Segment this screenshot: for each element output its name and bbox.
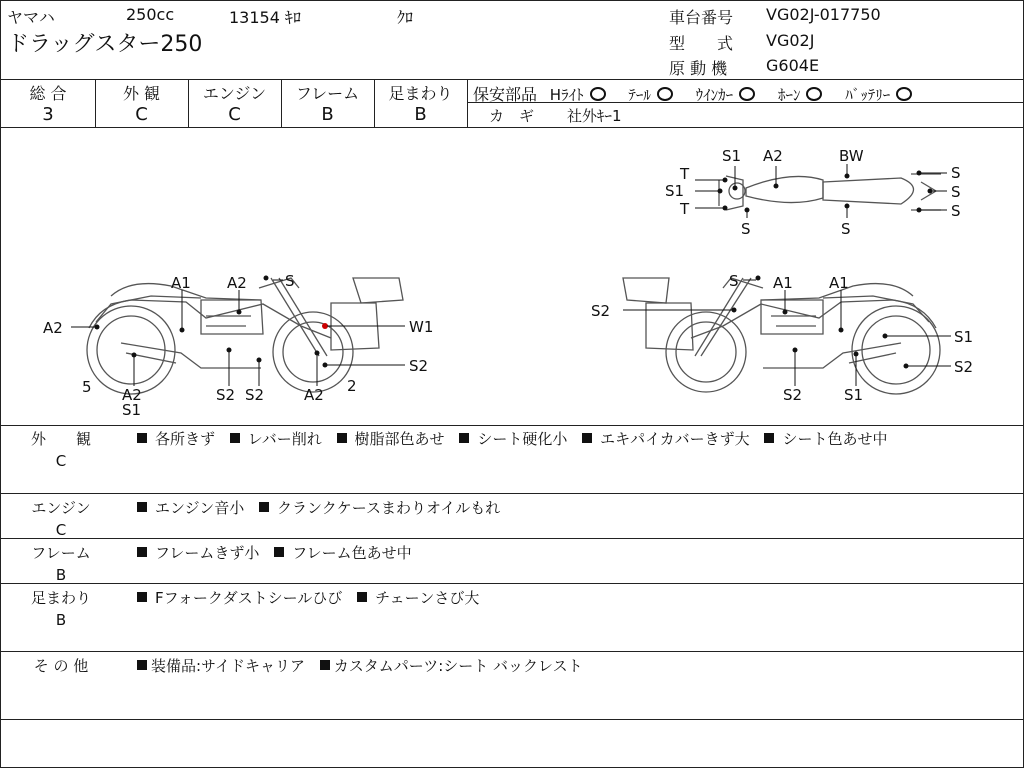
diagram-label: A2	[227, 274, 247, 292]
bullet-square-icon	[582, 433, 592, 443]
diagram-label: 5	[82, 378, 92, 396]
mileage: 13154 ｷﾛ	[229, 8, 301, 27]
key-label: カ ギ	[489, 107, 535, 125]
diagram-label: A1	[773, 274, 793, 292]
remark-label-engine	[1, 497, 121, 541]
safety-title: 保安部品	[473, 85, 538, 104]
diagram-label: S1	[665, 182, 685, 200]
grade-label: フレーム	[295, 84, 360, 103]
bullet-square-icon	[320, 660, 330, 670]
diagram-label: A1	[171, 274, 191, 292]
grade-exterior	[95, 81, 188, 125]
remark-item: エンジン音小	[155, 499, 245, 517]
bullet-square-icon	[230, 433, 240, 443]
diagram-label: S	[951, 202, 961, 220]
bullet-square-icon	[137, 660, 147, 670]
grade-suspension	[374, 81, 467, 125]
remark-item: カスタムパーツ:シート バックレスト	[333, 657, 583, 675]
ok-circle-icon	[590, 87, 606, 101]
frame-no: VG02J-017750	[766, 5, 881, 24]
engine-label: 原 動 機	[669, 59, 728, 78]
diagram-label: S	[741, 220, 751, 238]
diagram-label: S2	[783, 386, 803, 404]
divider	[1, 719, 1023, 720]
remark-item: フレーム色あせ中	[292, 544, 412, 562]
diagram-label: S2	[216, 386, 236, 404]
bullet-square-icon	[137, 502, 147, 512]
safety-item-battery: ﾊﾞｯﾃﾘｰ	[845, 86, 912, 104]
safety-item-winker: ｳｲﾝｶｰ	[696, 86, 756, 104]
remark-grade: C	[55, 452, 67, 470]
model-name: ドラッグスター250	[7, 32, 203, 57]
diagram-label: S2	[954, 358, 974, 376]
remark-label: 足まわり	[30, 589, 91, 607]
top-bike-outline	[719, 174, 941, 210]
motorcycle-diagram	[1, 128, 1023, 424]
remark-text-exterior	[137, 428, 1017, 450]
ok-circle-icon	[739, 87, 755, 101]
bullet-square-icon	[137, 592, 147, 602]
grade-value: 3	[42, 104, 54, 125]
remark-item: エキパイカバーきず大	[600, 430, 750, 448]
remark-label: エンジン	[31, 499, 91, 517]
grade-label: 外 観	[122, 84, 161, 103]
diagram-label: S1	[122, 401, 142, 419]
grade-total	[1, 81, 95, 125]
bullet-square-icon	[357, 592, 367, 602]
remark-item: チェーンさび大	[375, 589, 480, 607]
remark-item: クランクケースまわりオイルもれ	[277, 499, 501, 517]
displacement: 250cc	[126, 5, 175, 24]
leader-lines	[71, 164, 951, 386]
bullet-square-icon	[274, 547, 284, 557]
remark-item: シート硬化小	[477, 430, 568, 448]
grade-value: B	[321, 104, 334, 125]
maker: ヤマハ	[7, 8, 55, 27]
grade-label: エンジン	[202, 84, 267, 103]
grade-value: C	[228, 104, 241, 125]
remark-label: フレーム	[31, 544, 91, 562]
diagram-label: A2	[763, 147, 783, 165]
remark-grade: B	[55, 611, 67, 629]
ok-circle-icon	[806, 87, 822, 101]
safety-item-headlight: Hﾗｲﾄ	[550, 86, 606, 104]
diagram-label: S1	[844, 386, 864, 404]
diagram-label: S2	[409, 357, 429, 375]
safety-parts-row	[473, 82, 912, 105]
bullet-square-icon	[137, 433, 147, 443]
remark-item: 樹脂部色あせ	[354, 430, 445, 448]
diagram-label: S	[951, 164, 961, 182]
diagram-label: W1	[409, 318, 434, 336]
grade-value: B	[414, 104, 427, 125]
remark-grade: C	[55, 521, 67, 539]
type-value: VG02J	[766, 31, 815, 50]
divider	[1, 583, 1023, 584]
divider	[1, 79, 1023, 80]
bullet-square-icon	[337, 433, 347, 443]
diagram-label: A2	[122, 386, 142, 404]
diagram-label: S1	[722, 147, 742, 165]
remark-label-suspension	[1, 587, 121, 631]
diagram-label: A2	[304, 386, 324, 404]
engine-value: G604E	[766, 56, 820, 75]
divider	[1, 538, 1023, 539]
remark-item: 各所きず	[155, 430, 216, 448]
bullet-square-icon	[764, 433, 774, 443]
diagram-label: S2	[245, 386, 265, 404]
grade-frame	[281, 81, 374, 125]
diagram-label: S	[841, 220, 851, 238]
remark-grade: B	[55, 566, 67, 584]
bullet-square-icon	[459, 433, 469, 443]
diagram-label: S2	[591, 302, 611, 320]
ok-circle-icon	[896, 87, 912, 101]
remark-text-suspension	[137, 587, 1017, 609]
diagram-label: A1	[829, 274, 849, 292]
diagram-label: S	[729, 272, 739, 290]
type-label: 型 式	[669, 34, 734, 53]
diagram-label: A2	[43, 319, 63, 337]
safety-item-tail: ﾃｰﾙ	[628, 86, 673, 104]
remark-label-exterior	[1, 428, 121, 472]
ok-circle-icon	[657, 87, 673, 101]
damage-diagram	[1, 128, 1023, 424]
grade-engine	[188, 81, 281, 125]
diagram-label: BW	[839, 147, 864, 165]
remark-text-engine	[137, 497, 1017, 519]
divider	[1, 425, 1023, 426]
grade-label: 総 合	[29, 84, 67, 103]
remark-label: そ の 他	[33, 657, 89, 675]
remark-label-other	[1, 655, 121, 677]
diagram-label: S	[951, 183, 961, 201]
remark-item: フレームきず小	[155, 544, 260, 562]
divider	[1, 651, 1023, 652]
remark-text-other	[137, 655, 1017, 677]
remark-item: Fフォークダストシールひび	[155, 589, 343, 607]
color: ｸﾛ	[397, 8, 414, 27]
bullet-square-icon	[259, 502, 269, 512]
grade-label: 足まわり	[388, 84, 453, 103]
key-value: 社外ｷｰ1	[567, 107, 622, 125]
diagram-label: T	[680, 200, 690, 218]
remark-item: 装備品:サイドキャリア	[151, 657, 306, 675]
divider	[467, 79, 468, 127]
bullet-square-icon	[137, 547, 147, 557]
remark-label: 外 観	[30, 430, 91, 448]
safety-item-horn: ﾎｰﾝ	[778, 86, 823, 104]
damage-dots	[95, 171, 933, 369]
remark-item: レバー削れ	[247, 430, 322, 448]
diagram-label: T	[680, 165, 690, 183]
frame-no-label: 車台番号	[669, 8, 734, 27]
grade-value: C	[135, 104, 148, 125]
diagram-label: S	[285, 272, 295, 290]
remark-item: シート色あせ中	[782, 430, 888, 448]
diagram-label: S1	[954, 328, 974, 346]
divider	[1, 493, 1023, 494]
remark-label-frame	[1, 542, 121, 586]
diagram-label: 2	[347, 377, 357, 395]
remark-text-frame	[137, 542, 1017, 564]
